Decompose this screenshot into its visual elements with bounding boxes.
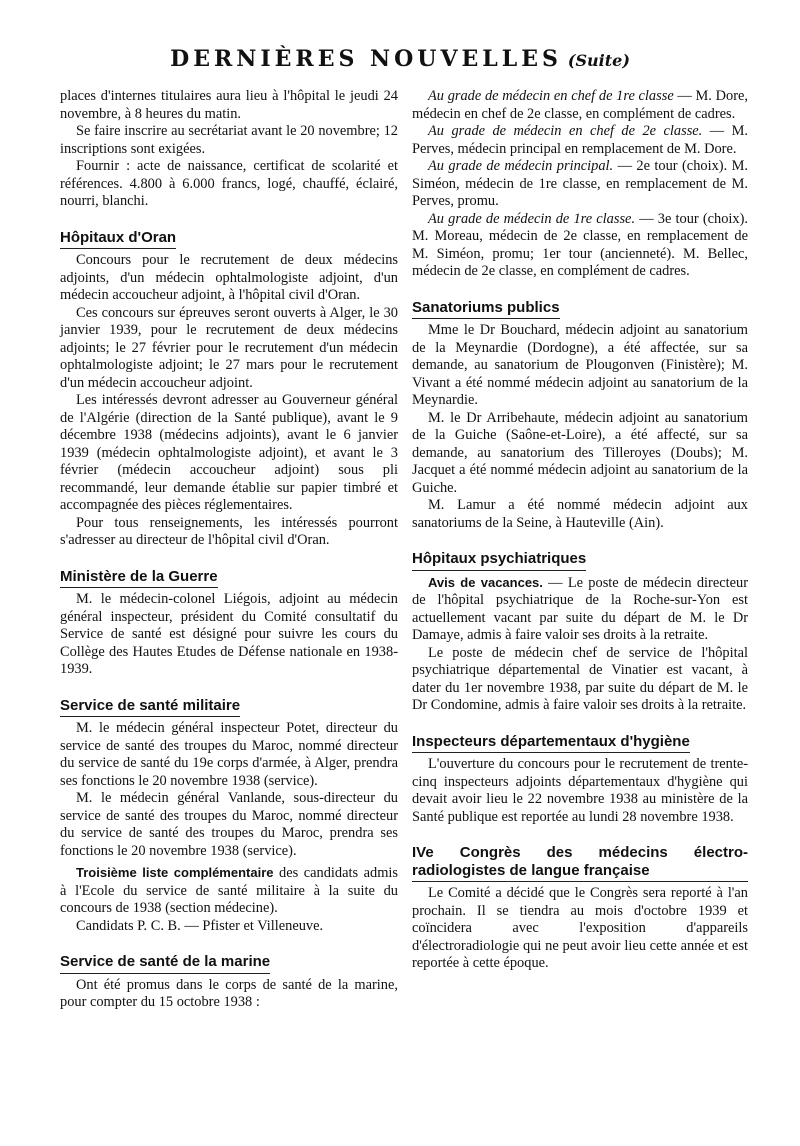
section-title-sanatoriums: Sanatoriums publics: [412, 299, 560, 320]
page-title-text: DERNIÈRES NOUVELLES: [170, 46, 562, 72]
promotion-grade: Au grade de médecin principal.: [428, 158, 614, 174]
right-column: [412, 88, 748, 973]
section-title-oran: Hôpitaux d'Oran: [60, 229, 176, 250]
section-title-militaire: Service de santé militaire: [60, 697, 240, 718]
promotion-para: [412, 88, 748, 123]
promotion-grade: Au grade de médecin en chef de 2e classe.: [428, 123, 703, 139]
intro-para: places d'internes titulaires aura lieu à l'hôpital le jeudi 24 novembre, à 8 heures du matin.: [60, 88, 398, 122]
liste-text: des candidats admis à l'Ecole du service de santé militaire à la suite du concours de 1938 (section médecine).: [60, 865, 398, 916]
liste-para: [60, 864, 398, 918]
oran-para: Les intéressés devront adresser au Gouverneur général de l'Algérie (direction de la Santé publique), avant le 9 décembre 1938 (médecins adjoints), avant le 6 janvier 1939 (médecin ophtalmologiste adjoint), et avant le 3 février (médecin accoucheur adjoint) sous pli recommandé, leur demande établie sur papier timbré et accompagnée des pièces réglementaires.: [60, 392, 398, 513]
page-title-suite: (Suite): [567, 51, 630, 70]
page-title: [0, 46, 800, 72]
section-title-marine: Service de santé de la marine: [60, 953, 270, 974]
avis-label: Avis de vacances.: [428, 574, 543, 590]
promotion-para: [412, 211, 748, 281]
promotion-text: — 3e tour (choix). M. Moreau, médecin de 2e classe, en remplacement de M. Siméon, promu; 1er tour (ancienneté). M. Bellec, médecin de 2e classe, en complément de cadres.: [412, 210, 748, 279]
promotion-text: — 2e tour (choix). M. Siméon, médecin de 1re classe, en remplacement de M. Perves, promu.: [412, 158, 748, 209]
section-title-guerre: Ministère de la Guerre: [60, 568, 218, 589]
guerre-para: M. le médecin-colonel Liégois, adjoint au médecin général inspecteur, président du Comité consultatif du Service de santé est désigné pour suivre les cours du Collège des Hautes Etudes de Défense nationale en 1938-1939.: [60, 591, 398, 677]
oran-para: Ces concours sur épreuves seront ouverts à Alger, le 30 janvier 1939, pour le recrutement de deux médecins adjoints; le 27 février pour le recrutement d'un médecin ophtalmologiste adjoint; le 27 mars pour le recrutement d'un médecin accoucheur adjoint.: [60, 304, 398, 391]
promotion-grade: Au grade de médecin de 1re classe.: [428, 210, 636, 227]
promotion-para: [412, 123, 748, 158]
marine-para: Ont été promus dans le corps de santé de la marine, pour compter du 15 octobre 1938 :: [60, 976, 398, 1010]
intro-para: Fournir : acte de naissance, certificat de scolarité et références. 4.800 à 6.000 francs, logé, chauffé, éclairé, nourri, blanchi.: [60, 158, 398, 209]
section-title-inspecteurs: Inspecteurs départementaux d'hygiène: [412, 733, 690, 754]
sanatoriums-para: M. le Dr Arribehaute, médecin adjoint au sanatorium de la Guiche (Saône-et-Loire), a été affecté, sur sa demande, au sanatorium des Tilleroyes (Doubs); M. Jacquet a été nommé médecin adjoint au sanatorium de la Guiche.: [412, 409, 748, 496]
section-title-congres: IVe Congrès des médecins électro-radiologistes de langue française: [412, 844, 748, 882]
intro-para: Se faire inscrire au secrétariat avant le 20 novembre; 12 inscriptions sont exigées.: [60, 123, 398, 157]
avis-para: [412, 574, 748, 645]
candidats-para: Candidats P. C. B. — Pfister et Villeneuve.: [76, 917, 324, 934]
avis-text: — Le poste de médecin directeur de l'hôpital psychiatrique de la Roche-sur-Yon est actuellement vacant par suite du départ de M. le Dr Damaye, admis à faire valoir ses droits à la retraite.: [412, 574, 748, 643]
militaire-para: M. le médecin général inspecteur Potet, directeur du service de santé des troupes du Maroc, nommé directeur du service de santé du 19e corps d'armée, à Alger, prendra ses fonctions le 20 novembre 1938 (service).: [60, 720, 398, 789]
congres-para: Le Comité a décidé que le Congrès sera reporté à l'an prochain. Il se tiendra au mois d'octobre 1939 et coïncidera avec l'exposition d'appareils d'électroradiologie qui ne peut avoir lieu cette année et est reportée à cette époque.: [412, 885, 748, 971]
promotion-para: [412, 158, 748, 211]
sanatoriums-para: Mme le Dr Bouchard, médecin adjoint au sanatorium de la Meynardie (Dordogne), a été affectée, sur sa demande, au sanatorium de Plougonven (Finistère); M. Vivant a été nommé médecin adjoint au sanatorium de la Meynardie.: [412, 322, 748, 408]
oran-para: Concours pour le recrutement de deux médecins adjoints, d'un médecin ophtalmologiste adjoint, d'un médecin accoucheur adjoint, à l'hôpital civil d'Oran.: [60, 252, 398, 303]
inspecteurs-para: L'ouverture du concours pour le recrutement de trente-cinq inspecteurs adjoints départementaux d'hygiène qui devait avoir lieu le 22 novembre 1938 au ministère de la Santé publique est reportée au lundi 28 novembre 1938.: [412, 756, 748, 825]
section-title-psychiatriques: Hôpitaux psychiatriques: [412, 550, 586, 571]
sanatoriums-para: M. Lamur a été nommé médecin adjoint aux sanatoriums de la Seine, à Hauteville (Ain).: [412, 497, 748, 531]
promotion-grade: Au grade de médecin en chef de 1re classe: [428, 88, 674, 104]
promotion-text: — M. Dore, médecin en chef de 2e classe, en complément de cadres.: [412, 88, 748, 122]
militaire-para: M. le médecin général Vanlande, sous-directeur du service de santé des troupes du Maroc, nommé directeur du service de santé des troupes du Maroc, prendra ses fonctions le 20 novembre 1938 (service).: [60, 790, 398, 859]
left-column: [60, 88, 398, 1012]
liste-label: Troisième liste complémentaire: [76, 865, 274, 880]
promotion-text: — M. Perves, médecin principal en remplacement de M. Dore.: [412, 123, 748, 157]
psychiatriques-para: Le poste de médecin chef de service de l'hôpital psychiatrique départemental de Vinatier est vacant, à dater du 1er novembre 1938, par suite du départ de M. le Dr Condomine, admis à faire valoir ses droits à la retraite.: [412, 644, 748, 713]
oran-para: Pour tous renseignements, les intéressés pourront s'adresser au directeur de l'hôpital civil d'Oran.: [60, 514, 398, 548]
